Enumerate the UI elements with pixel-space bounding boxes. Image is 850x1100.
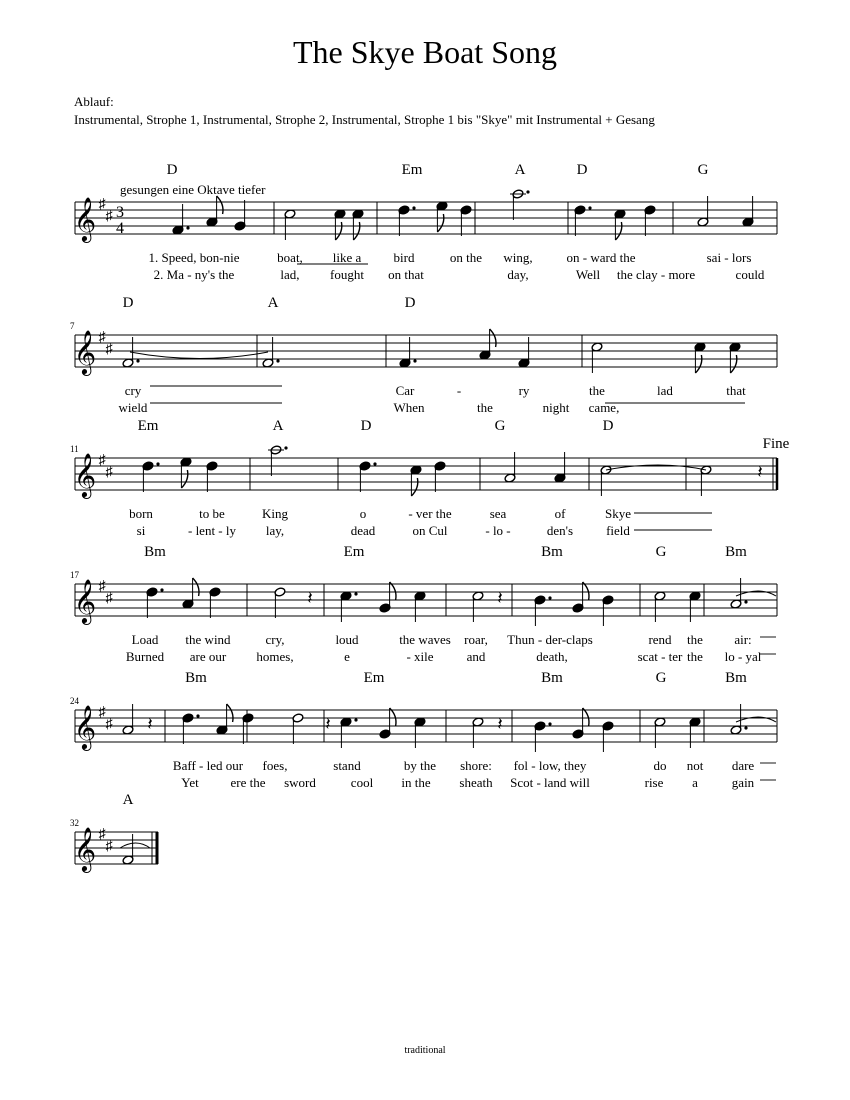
lyric-verse-1: like a — [332, 250, 362, 265]
lyric-verse-1: roar, — [464, 632, 488, 647]
time-signature-bottom: 4 — [116, 220, 124, 237]
lyric-verse-2: Yet — [181, 775, 199, 790]
augmentation-dot — [354, 718, 357, 721]
lyric-verse-2: rise — [644, 775, 664, 790]
lyric-verse-1: the — [687, 632, 703, 647]
lyric-verse-1: bird — [393, 250, 415, 265]
chord-symbol: Bm — [541, 544, 563, 560]
lyric-verse-2: are our — [189, 649, 227, 664]
lyric-verse-1: - ver the — [408, 506, 452, 521]
lyric-verse-1: fol - low, they — [513, 758, 587, 773]
lyric-verse-2: death, — [536, 649, 568, 664]
lyric-verse-1: born — [129, 506, 153, 521]
augmentation-dot — [196, 714, 199, 717]
treble-clef-icon: 𝄞 — [73, 455, 97, 497]
chord-symbol: Bm — [144, 544, 166, 560]
lyric-verse-2: the — [687, 649, 703, 664]
augmentation-dot — [284, 446, 287, 449]
chord-symbol: G — [494, 418, 506, 434]
treble-clef-icon: 𝄞 — [73, 332, 97, 374]
composer-credit: traditional — [404, 1045, 446, 1056]
lyric-verse-1: o — [359, 506, 367, 521]
lyric-verse-2: the clay - more — [616, 267, 696, 282]
chord-symbol: Em — [363, 670, 385, 686]
lyric-verse-2: and — [466, 649, 486, 664]
lyric-verse-1: of — [554, 506, 566, 521]
sharp-icon: ♯ — [105, 465, 113, 480]
note-flag — [615, 222, 621, 240]
lyric-verse-1: ry — [518, 383, 530, 398]
lyric-verse-1: Skye — [605, 506, 631, 521]
chord-symbol: D — [576, 162, 588, 178]
chord-symbol: Bm — [725, 544, 747, 560]
lyric-verse-2: gain — [731, 775, 755, 790]
chord-symbol: G — [655, 670, 667, 686]
measure-number: 32 — [70, 818, 79, 828]
lyric-verse-2: e — [344, 649, 350, 664]
sharp-icon: ♯ — [105, 717, 113, 732]
lyric-verse-2: in the — [401, 775, 431, 790]
lyric-verse-2: day, — [507, 267, 529, 282]
treble-clef-icon: 𝄞 — [73, 199, 97, 241]
lyric-verse-1: boat, — [277, 250, 303, 265]
ablauf-text: Instrumental, Strophe 1, Instrumental, Strophe 2, Instrumental, Strophe 1 bis "Skye" mit Instrumental + Gesang — [74, 112, 655, 127]
lyric-verse-1: Baff - led our — [172, 758, 244, 773]
lyric-verse-2: on Cul — [412, 523, 448, 538]
augmentation-dot — [373, 462, 376, 465]
chord-symbol: D — [166, 162, 178, 178]
lyric-verse-1: not — [686, 758, 704, 773]
augmentation-dot — [526, 190, 529, 193]
chord-symbol: Bm — [725, 670, 747, 686]
treble-clef-icon: 𝄞 — [73, 707, 97, 749]
augmentation-dot — [160, 588, 163, 591]
fermata-tie — [120, 843, 150, 848]
time-signature-top: 3 — [116, 204, 124, 221]
lyric-verse-1: on - ward the — [566, 250, 636, 265]
lyric-verse-2: dead — [350, 523, 376, 538]
lyric-verse-2: could — [735, 267, 765, 282]
lyric-verse-1: loud — [335, 632, 359, 647]
augmentation-dot — [744, 726, 747, 729]
sharp-icon: ♯ — [98, 453, 106, 468]
note-flag — [411, 478, 417, 496]
chord-symbol: Bm — [185, 670, 207, 686]
lyric-verse-1: - — [456, 383, 462, 398]
chord-symbol: D — [404, 295, 416, 311]
note-flag — [335, 222, 341, 240]
augmentation-dot — [186, 226, 189, 229]
lyric-verse-1: do — [653, 758, 667, 773]
lyric-verse-2: Burned — [125, 649, 165, 664]
sharp-icon: ♯ — [98, 197, 106, 212]
sharp-icon: ♯ — [98, 579, 106, 594]
lyric-verse-1: lad — [657, 383, 673, 398]
sharp-icon: ♯ — [105, 342, 113, 357]
rest-icon: 𝄽 — [757, 462, 763, 482]
lyric-verse-1: the waves — [399, 632, 451, 647]
chord-symbol: Bm — [541, 670, 563, 686]
lyric-verse-2: a — [692, 775, 698, 790]
lyric-verse-2: field — [606, 523, 630, 538]
lyric-verse-2: fought — [330, 267, 364, 282]
chord-symbol: A — [122, 792, 134, 808]
expression-text: gesungen eine Oktave tiefer — [120, 182, 266, 197]
note-flag — [181, 470, 187, 488]
measure-number: 7 — [70, 321, 75, 331]
lyric-verse-2: - lent - ly — [187, 523, 237, 538]
note-flag — [217, 196, 223, 214]
note-flag — [695, 355, 701, 373]
lyric-verse-1: King — [262, 506, 288, 521]
lyric-verse-1: the wind — [185, 632, 231, 647]
lyric-verse-1: Car — [395, 383, 415, 398]
lyric-verse-2: wield — [118, 400, 148, 415]
note-flag — [583, 708, 589, 726]
lyric-verse-1: on the — [449, 250, 483, 265]
augmentation-dot — [412, 206, 415, 209]
sharp-icon: ♯ — [98, 330, 106, 345]
treble-clef-icon: 𝄞 — [73, 581, 97, 623]
augmentation-dot — [548, 596, 551, 599]
lyric-verse-2: When — [393, 400, 425, 415]
fine-marking: Fine — [762, 436, 790, 452]
lyric-verse-2: sheath — [459, 775, 493, 790]
lyric-verse-2: scat - ter — [637, 649, 683, 664]
rest-icon: 𝄽 — [307, 588, 313, 608]
augmentation-dot — [744, 600, 747, 603]
lyric-verse-2: lad, — [280, 267, 300, 282]
rest-icon: 𝄽 — [147, 714, 153, 734]
note-flag — [390, 582, 396, 600]
lyric-verse-2: homes, — [256, 649, 294, 664]
lyric-verse-1: 1. Speed, bon-nie — [148, 250, 240, 265]
chord-symbol: Em — [137, 418, 159, 434]
note-flag — [353, 222, 359, 240]
lyric-verse-2: si — [136, 523, 146, 538]
lyric-verse-2: 2. Ma - ny's the — [153, 267, 235, 282]
augmentation-dot — [156, 462, 159, 465]
measure-number: 17 — [70, 570, 79, 580]
chord-symbol: D — [122, 295, 134, 311]
lyric-verse-1: the — [589, 383, 605, 398]
note-flag — [227, 704, 233, 722]
lyric-verse-2: sword — [284, 775, 316, 790]
lyric-verse-1: cry — [124, 383, 142, 398]
sharp-icon: ♯ — [105, 839, 113, 854]
ablauf-label: Ablauf: — [74, 94, 114, 109]
tie — [130, 352, 268, 359]
chord-symbol: Em — [401, 162, 423, 178]
chord-symbol: Em — [343, 544, 365, 560]
lyric-verse-2: on that — [388, 267, 424, 282]
lyric-verse-2: den's — [546, 523, 574, 538]
augmentation-dot — [588, 206, 591, 209]
augmentation-dot — [548, 722, 551, 725]
lyric-verse-2: came, — [588, 400, 620, 415]
lyric-verse-1: cry, — [265, 632, 285, 647]
note-flag — [583, 582, 589, 600]
lyric-verse-1: rend — [648, 632, 672, 647]
lyric-verse-2: Well — [575, 267, 601, 282]
lyric-verse-2: night — [542, 400, 570, 415]
lyric-verse-2: - xile — [406, 649, 434, 664]
augmentation-dot — [354, 592, 357, 595]
lyric-verse-1: Load — [131, 632, 159, 647]
augmentation-dot — [413, 359, 416, 362]
note-flag — [490, 329, 496, 347]
lyric-verse-1: to be — [199, 506, 225, 521]
lyric-verse-2: ere the — [230, 775, 266, 790]
lyric-verse-1: sea — [489, 506, 507, 521]
lyric-verse-1: foes, — [262, 758, 288, 773]
note-flag — [730, 355, 736, 373]
page-title: The Skye Boat Song — [293, 34, 557, 70]
chord-symbol: G — [697, 162, 709, 178]
lyric-verse-2: Scot - land will — [510, 775, 590, 790]
augmentation-dot — [136, 359, 139, 362]
chord-symbol: A — [272, 418, 284, 434]
lyric-verse-1: wing, — [503, 250, 533, 265]
measure-number: 11 — [70, 444, 79, 454]
lyric-verse-2: the — [477, 400, 493, 415]
lyric-verse-1: Thun - der-claps — [507, 632, 593, 647]
chord-symbol: D — [360, 418, 372, 434]
lyric-verse-2: lay, — [265, 523, 285, 538]
rest-icon: 𝄽 — [497, 588, 503, 608]
chord-symbol: G — [655, 544, 667, 560]
lyric-verse-2: - lo - — [485, 523, 511, 538]
note-flag — [437, 214, 443, 232]
lyric-verse-1: stand — [333, 758, 361, 773]
lyric-verse-1: that — [726, 383, 746, 398]
chord-symbol: A — [514, 162, 526, 178]
chord-symbol: A — [267, 295, 279, 311]
augmentation-dot — [276, 359, 279, 362]
rest-icon: 𝄽 — [497, 714, 503, 734]
lyric-verse-1: air: — [734, 632, 752, 647]
sharp-icon: ♯ — [105, 591, 113, 606]
treble-clef-icon: 𝄞 — [73, 829, 97, 871]
sharp-icon: ♯ — [98, 705, 106, 720]
chord-symbol: D — [602, 418, 614, 434]
measure-number: 24 — [70, 696, 79, 706]
rest-icon: 𝄽 — [325, 714, 331, 734]
lyric-verse-2: cool — [350, 775, 374, 790]
lyric-verse-1: shore: — [460, 758, 492, 773]
lyric-verse-1: dare — [731, 758, 755, 773]
sharp-icon: ♯ — [98, 827, 106, 842]
lyric-verse-1: sai - lors — [706, 250, 752, 265]
note-flag — [390, 708, 396, 726]
note-flag — [193, 578, 199, 596]
lyric-verse-2: lo - yal — [724, 649, 762, 664]
lyric-verse-1: by the — [403, 758, 437, 773]
sharp-icon: ♯ — [105, 209, 113, 224]
